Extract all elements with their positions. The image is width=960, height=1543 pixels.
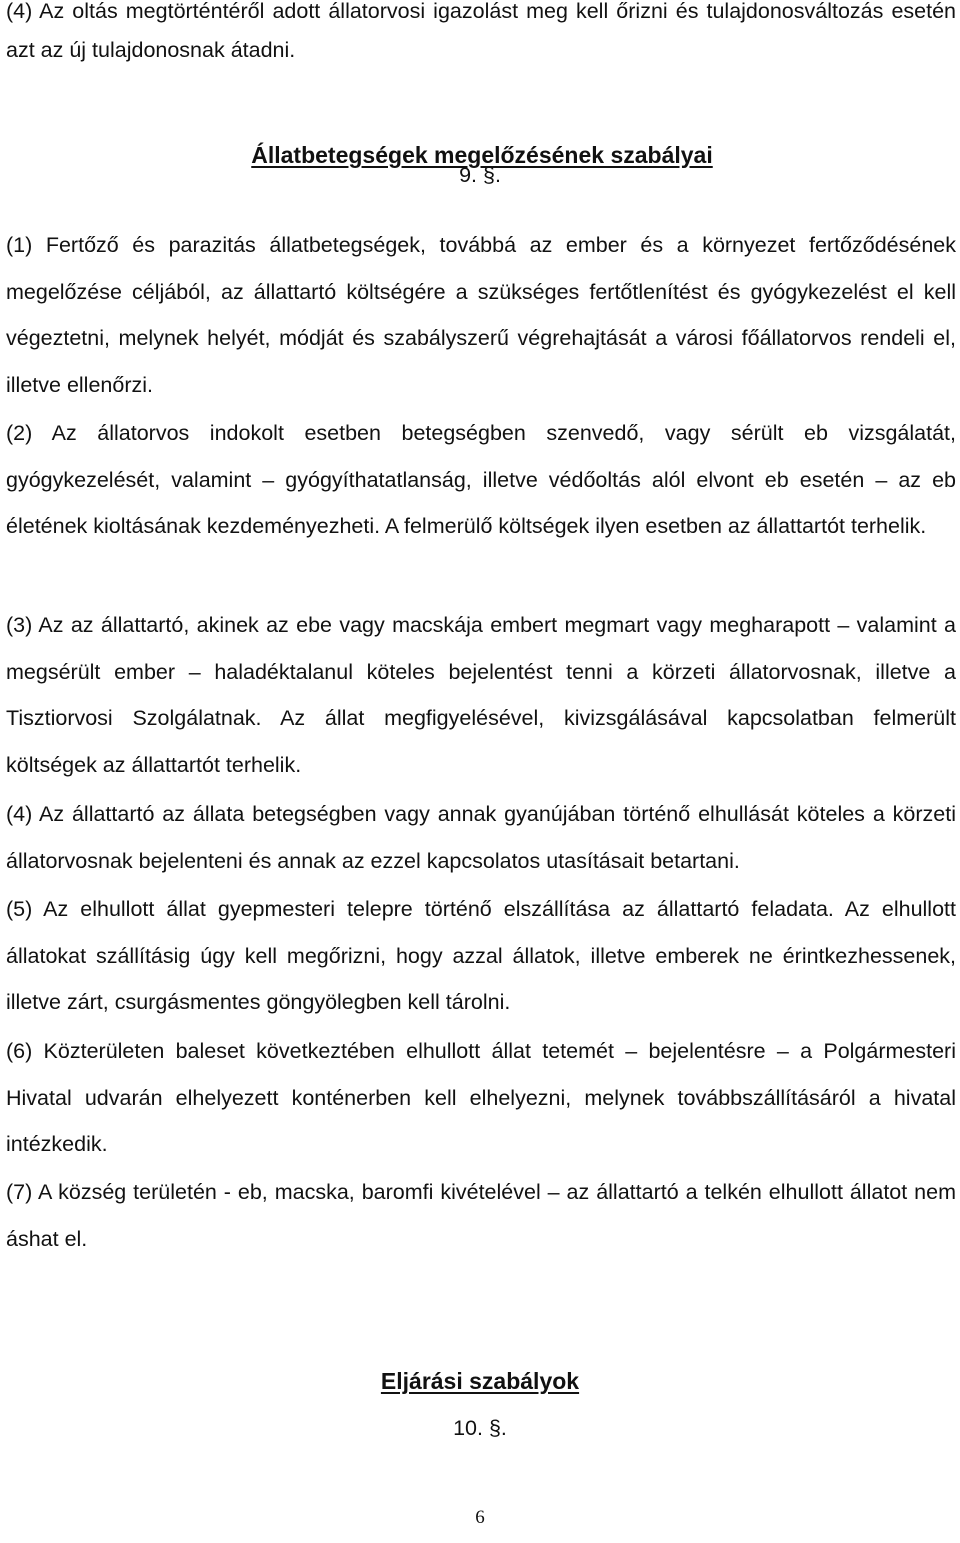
paragraph-9-5: (5) Az elhullott állat gyepmesteri telepre történő elszállítása az állattartó feladata. Az elhullott állatokat szállításig úgy kell megőrizni, hogy azzal állatok, illetve emberek ne érintkezhessenek, illetve zárt, csurgásmentes göngyölegben kell tárolni.: [6, 897, 956, 1014]
paragraph-9-7: (7) A község területén - eb, macska, baromfi kivételével – az állattartó a telkén elhullott állatot nem áshat el.: [6, 1180, 956, 1251]
paragraph-9-3: (3) Az az állattartó, akinek az ebe vagy macskája embert megmart vagy megharapott – valamint a megsérült ember – haladéktalanul köteles bejelentést tenni a körzeti állatorvosnak, illetve a Tisztiorvosi Szolgálatnak. Az állat megfigyelésével, kivizsgálásával kapcsolatban felmerült költségek az állattartót terhelik.: [6, 613, 956, 777]
paragraph-intro: (4) Az oltás megtörténtéről adott állatorvosi igazolást meg kell őrizni és tulajdonosváltozás esetén azt az új tulajdonosnak átadni.: [6, 0, 956, 62]
paragraph-9-2: (2) Az állatorvos indokolt esetben betegségben szenvedő, vagy sérült eb vizsgálatát, gyógykezelését, valamint – gyógyíthatatlanság, illetve védőoltás alól elvont eb esetén – az eb életének kioltásának kezdeményezheti. A felmerülő költségek ilyen esetben az állattartót terhelik.: [6, 421, 956, 538]
paragraph-9-6: (6) Közterületen baleset következtében elhullott állat tetemét – bejelentésre – a Polgármesteri Hivatal udvarán elhelyezett konténerben kell elhelyezni, melynek továbbszállításáról a hivatal intézkedik.: [6, 1039, 956, 1156]
section-heading-prevention: Állatbetegségek megelőzésének szabályai: [251, 142, 713, 168]
section-number-9: 9. §.: [459, 163, 501, 187]
section-number-10: 10. §.: [453, 1416, 507, 1440]
paragraph-9-4: (4) Az állattartó az állata betegségben vagy annak gyanújában történő elhullását köteles a körzeti állatorvosnak bejelenteni és annak az ezzel kapcsolatos utasításait betartani.: [6, 802, 956, 873]
page-number: 6: [475, 1507, 485, 1528]
section-heading-procedure: Eljárási szabályok: [380, 1368, 580, 1394]
paragraph-9-1: (1) Fertőző és parazitás állatbetegségek, továbbá az ember és a környezet fertőződésének megelőzése céljából, az állattartó költségére a szükséges fertőtlenítést és gyógykezelést el kell végeztetni, melynek helyét, módját és szabályszerű végrehajtását a városi főállatorvos rendeli el, illetve ellenőrzi.: [6, 233, 956, 397]
